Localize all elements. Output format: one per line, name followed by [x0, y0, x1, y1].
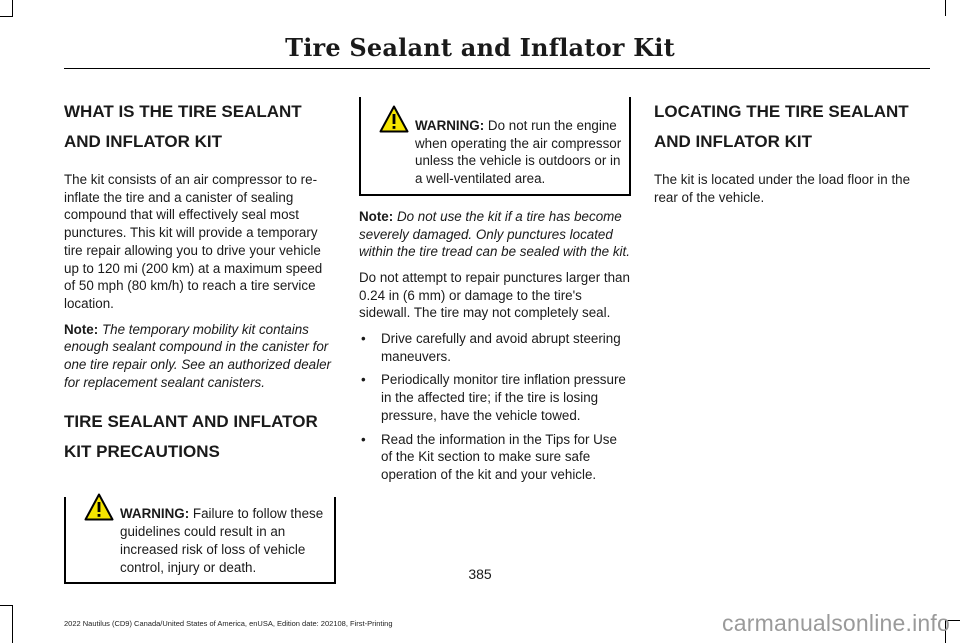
puncture-size-paragraph: Do not attempt to repair punctures larger than 0.24 in (6 mm) or damage to the tire's sidewall. The tire may not completely seal. [359, 269, 630, 321]
warning-text: Do not run the engine when operating the air compressor unless the vehicle is outdoors or in a well-ventilated area. [415, 118, 622, 187]
list-item [359, 431, 631, 484]
warning-paragraph [365, 117, 625, 188]
warning-label: WARNING: [120, 506, 190, 522]
note-text: The temporary mobility kit contains enough sealant compound in the canister for one tire repair only. See an authorized dealer for replacement sealant canisters. [64, 321, 331, 390]
section-heading-precautions: TIRE SEALANT AND INFLATOR KIT PRECAUTIONS [64, 412, 318, 462]
bullet-icon: • [361, 331, 366, 347]
kit-location-paragraph: The kit is located under the load floor in the rear of the vehicle. [654, 172, 911, 205]
list-item [359, 371, 631, 424]
list-item [359, 330, 631, 365]
crop-mark-bottom-left-h [0, 605, 13, 606]
section-heading-locating-kit: LOCATING THE TIRE SEALANT AND INFLATOR KIT [654, 102, 909, 151]
warning-text: Failure to follow these guidelines could result in an increased risk of loss of vehicle control, injury or death. [120, 506, 324, 575]
crop-mark-top-left-v [12, 0, 13, 16]
column-3 [654, 97, 926, 206]
column-1 [64, 97, 336, 584]
precaution-list [359, 330, 631, 484]
watermark-link[interactable]: carmanualsonline.info [722, 610, 950, 636]
note-text: Do not use the kit if a tire has become severely damaged. Only punctures located within the tire tread can be sealed with the kit. [359, 208, 630, 260]
warning-triangle-icon [379, 105, 409, 133]
footer-edition-info: 2022 Nautilus (CD9) Canada/United States of America, enUSA, Edition date: 202108, First-Printing [64, 619, 393, 628]
bullet-icon: • [361, 431, 366, 447]
list-item-text: Read the information in the Tips for Use of the Kit section to make sure safe operation of the kit and your vehicle. [381, 431, 617, 482]
note-label: Note: [64, 321, 99, 337]
note-label: Note: [359, 208, 394, 224]
section-heading-what-is-kit: WHAT IS THE TIRE SEALANT AND INFLATOR KIT [64, 102, 302, 151]
note-mobility-kit [64, 321, 336, 392]
warning-label: WARNING: [415, 118, 485, 133]
list-item-text: Periodically monitor tire inflation pressure in the affected tire; if the tire is losing pressure, have the vehicle towed. [381, 372, 626, 423]
note-damaged-tire [359, 208, 631, 261]
crop-mark-top-left-h [0, 16, 13, 17]
kit-description-paragraph: The kit consists of an air compressor to re-inflate the tire and a canister of sealing compound that will effectively seal most punctures. This kit will provide a temporary tire repair allowing you to drive your vehicle up to 120 mi (200 km) at a maximum speed of 50 mph (80 km/h) to reach a tire service location. [64, 172, 323, 311]
page-header-title: Tire Sealant and Inflator Kit [285, 33, 675, 62]
crop-mark-top-right [945, 0, 946, 16]
warning-box-engine [359, 97, 631, 196]
crop-mark-bottom-left-v [12, 605, 13, 643]
column-2 [359, 97, 631, 484]
bullet-icon: • [361, 372, 366, 388]
warning-triangle-icon [84, 493, 114, 521]
page-number: 385 [468, 566, 492, 582]
header-rule [64, 68, 930, 69]
list-item-text: Drive carefully and avoid abrupt steering maneuvers. [381, 331, 621, 364]
